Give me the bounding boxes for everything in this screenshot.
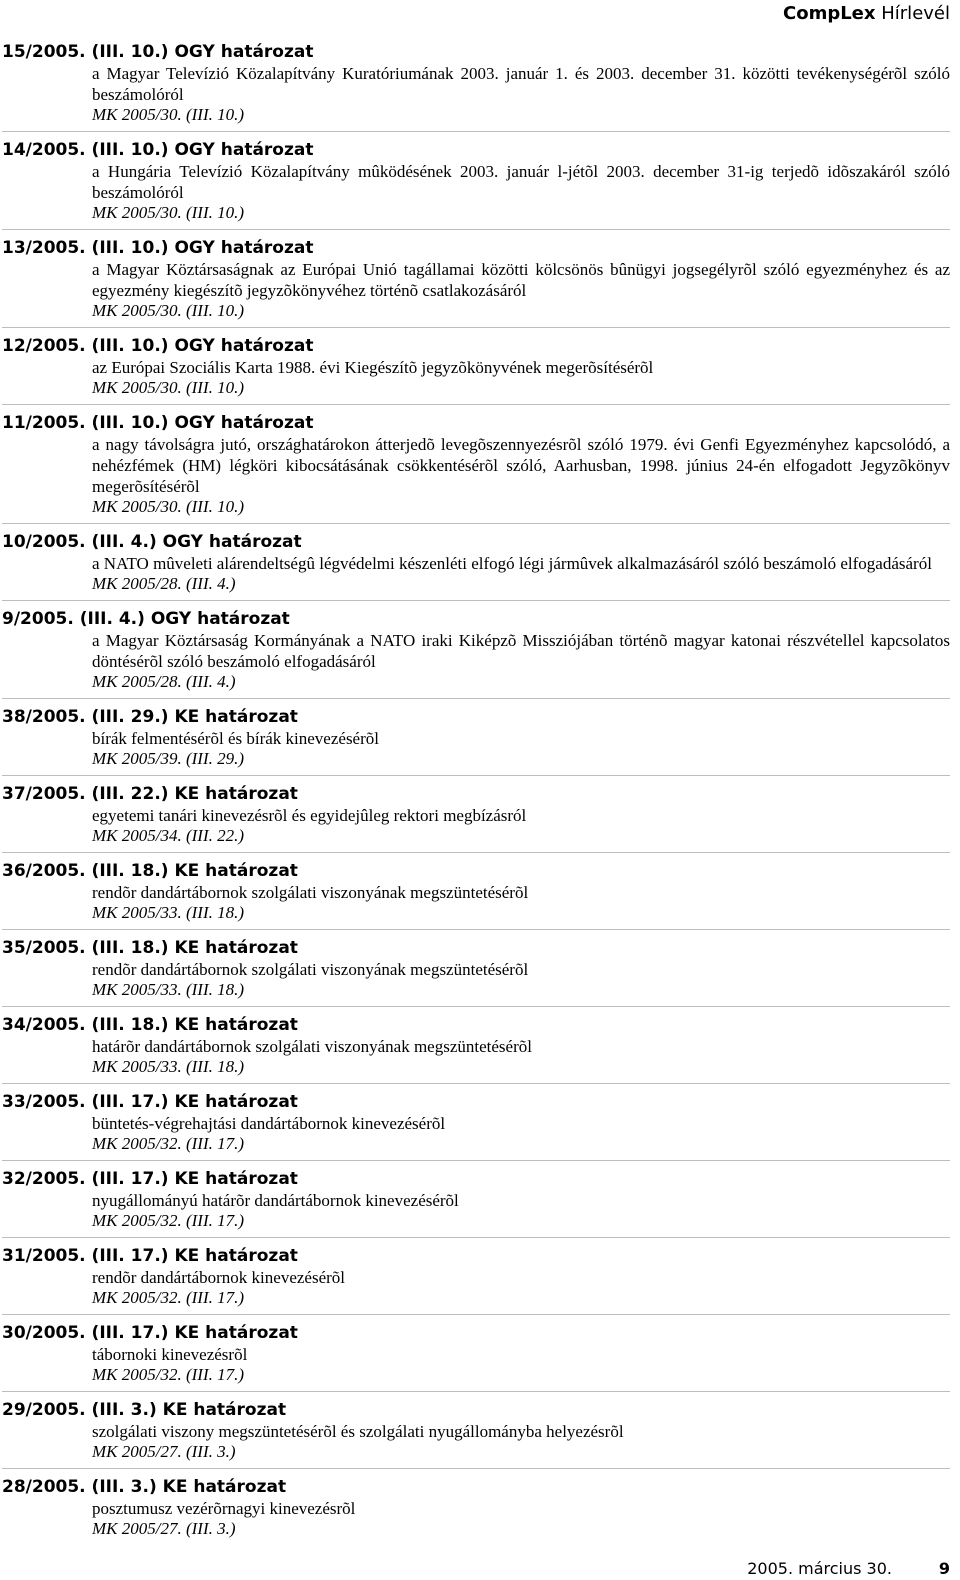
resolution-description: bírák felmentésérõl és bírák kinevezésérõl — [92, 729, 379, 748]
page-footer — [0, 1550, 960, 1580]
resolution-title: 34/2005. (III. 18.) KE határozat — [2, 1015, 298, 1035]
gazette-reference: MK 2005/28. (III. 4.) — [92, 672, 236, 691]
resolution-title: 30/2005. (III. 17.) KE határozat — [2, 1323, 298, 1343]
resolution-description: posztumusz vezérõrnagyi kinevezésrõl — [92, 1499, 356, 1518]
gazette-reference: MK 2005/28. (III. 4.) — [92, 574, 236, 593]
resolution-entry — [2, 42, 950, 132]
gazette-reference: MK 2005/33. (III. 18.) — [92, 1057, 245, 1076]
resolution-title: 33/2005. (III. 17.) KE határozat — [2, 1092, 298, 1112]
gazette-reference: MK 2005/32. (III. 17.) — [92, 1365, 245, 1384]
resolution-title: 10/2005. (III. 4.) OGY határozat — [2, 532, 302, 552]
publication-brand: CompLex — [783, 3, 876, 24]
resolution-entry — [2, 938, 950, 1007]
resolution-description: egyetemi tanári kinevezésrõl és egyidejûleg rektori megbízásról — [92, 806, 527, 825]
gazette-reference: MK 2005/27. (III. 3.) — [92, 1519, 236, 1538]
resolution-title: 11/2005. (III. 10.) OGY határozat — [2, 413, 314, 433]
gazette-reference: MK 2005/32. (III. 17.) — [92, 1134, 245, 1153]
resolution-description: határõr dandártábornok szolgálati viszonyának megszüntetésérõl — [92, 1037, 532, 1056]
resolution-title: 28/2005. (III. 3.) KE határozat — [2, 1477, 287, 1497]
resolution-title: 29/2005. (III. 3.) KE határozat — [2, 1400, 287, 1420]
resolution-description: a Hungária Televízió Közalapítvány mûködésének 2003. január l-jétõl 2003. december 31-ig terjedõ idõszakáról szóló beszámolóról — [92, 162, 950, 202]
resolution-title: 14/2005. (III. 10.) OGY határozat — [2, 140, 314, 160]
resolution-title: 31/2005. (III. 17.) KE határozat — [2, 1246, 298, 1266]
gazette-reference: MK 2005/32. (III. 17.) — [92, 1211, 245, 1230]
page-number: 9 — [938, 1559, 950, 1578]
resolution-title: 9/2005. (III. 4.) OGY határozat — [2, 609, 290, 629]
resolution-description: a Magyar Köztársaságnak az Európai Unió tagállamai közötti kölcsönös bûnügyi jogsegélyrõl szóló egyezményhez és az egyezmény kiegészítõ jegyzõkönyvéhez történõ csatlakozásáról — [92, 260, 950, 300]
resolution-title: 35/2005. (III. 18.) KE határozat — [2, 938, 298, 958]
gazette-reference: MK 2005/30. (III. 10.) — [92, 497, 245, 516]
gazette-reference: MK 2005/32. (III. 17.) — [92, 1288, 245, 1307]
resolution-description: szolgálati viszony megszüntetésérõl és szolgálati nyugállományba helyezésrõl — [92, 1422, 624, 1441]
resolution-entry — [2, 1015, 950, 1084]
publication-subtitle: Hírlevél — [881, 3, 950, 24]
resolution-entry — [2, 1477, 950, 1545]
resolution-entry — [2, 861, 950, 930]
resolution-entry — [2, 336, 950, 405]
resolution-title: 13/2005. (III. 10.) OGY határozat — [2, 238, 314, 258]
resolution-description: a Magyar Televízió Közalapítvány Kuratóriumának 2003. január 1. és 2003. december 31. közötti tevékenységérõl szóló beszámolóról — [92, 64, 950, 104]
resolution-description: rendõr dandártábornok szolgálati viszonyának megszüntetésérõl — [92, 883, 529, 902]
resolution-entry — [2, 1169, 950, 1238]
resolution-entry — [2, 1323, 950, 1392]
gazette-reference: MK 2005/30. (III. 10.) — [92, 378, 245, 397]
resolution-entry — [2, 784, 950, 853]
resolution-title: 32/2005. (III. 17.) KE határozat — [2, 1169, 298, 1189]
resolution-entry — [2, 532, 950, 601]
resolution-description: a nagy távolságra jutó, országhatárokon átterjedõ levegõszennyezésrõl szóló 1979. évi Genfi Egyezményhez kapcsolódó, a nehézfémek (HM) légköri kibocsátásának csökkentésérõl szóló, Aarhusban, 1998. június 24-én elfogadott Jegyzõkönyv megerõsítésérõl — [92, 435, 950, 496]
resolution-description: nyugállományú határõr dandártábornok kinevezésérõl — [92, 1191, 459, 1210]
resolution-description: a NATO mûveleti alárendeltségû légvédelmi készenléti elfogó légi jármûvek alkalmazásáról szóló beszámoló elfogadásáról — [92, 554, 932, 573]
resolution-entry — [2, 413, 950, 524]
resolution-entry — [2, 707, 950, 776]
resolution-entry — [2, 238, 950, 328]
gazette-reference: MK 2005/33. (III. 18.) — [92, 903, 245, 922]
page-header — [783, 2, 950, 26]
resolution-entry — [2, 1246, 950, 1315]
gazette-reference: MK 2005/27. (III. 3.) — [92, 1442, 236, 1461]
gazette-reference: MK 2005/39. (III. 29.) — [92, 749, 245, 768]
resolution-description: a Magyar Köztársaság Kormányának a NATO iraki Kiképzõ Missziójában történõ magyar katonai részvétellel kapcsolatos döntésérõl szóló beszámoló elfogadásáról — [92, 631, 950, 671]
resolution-title: 36/2005. (III. 18.) KE határozat — [2, 861, 298, 881]
resolution-list — [2, 42, 950, 1553]
gazette-reference: MK 2005/34. (III. 22.) — [92, 826, 245, 845]
gazette-reference: MK 2005/30. (III. 10.) — [92, 301, 245, 320]
gazette-reference: MK 2005/30. (III. 10.) — [92, 203, 245, 222]
resolution-entry — [2, 1400, 950, 1469]
resolution-title: 38/2005. (III. 29.) KE határozat — [2, 707, 298, 727]
resolution-description: az Európai Szociális Karta 1988. évi Kiegészítõ jegyzõkönyvének megerõsítésérõl — [92, 358, 654, 377]
resolution-entry — [2, 1092, 950, 1161]
resolution-entry — [2, 140, 950, 230]
gazette-reference: MK 2005/33. (III. 18.) — [92, 980, 245, 999]
resolution-description: rendõr dandártábornok kinevezésérõl — [92, 1268, 345, 1287]
resolution-description: rendõr dandártábornok szolgálati viszonyának megszüntetésérõl — [92, 960, 529, 979]
gazette-reference: MK 2005/30. (III. 10.) — [92, 105, 245, 124]
resolution-title: 37/2005. (III. 22.) KE határozat — [2, 784, 298, 804]
resolution-description: büntetés-végrehajtási dandártábornok kinevezésérõl — [92, 1114, 446, 1133]
resolution-entry — [2, 609, 950, 699]
issue-date: 2005. március 30. — [747, 1559, 892, 1578]
resolution-title: 15/2005. (III. 10.) OGY határozat — [2, 42, 314, 62]
resolution-description: tábornoki kinevezésrõl — [92, 1345, 248, 1364]
resolution-title: 12/2005. (III. 10.) OGY határozat — [2, 336, 314, 356]
